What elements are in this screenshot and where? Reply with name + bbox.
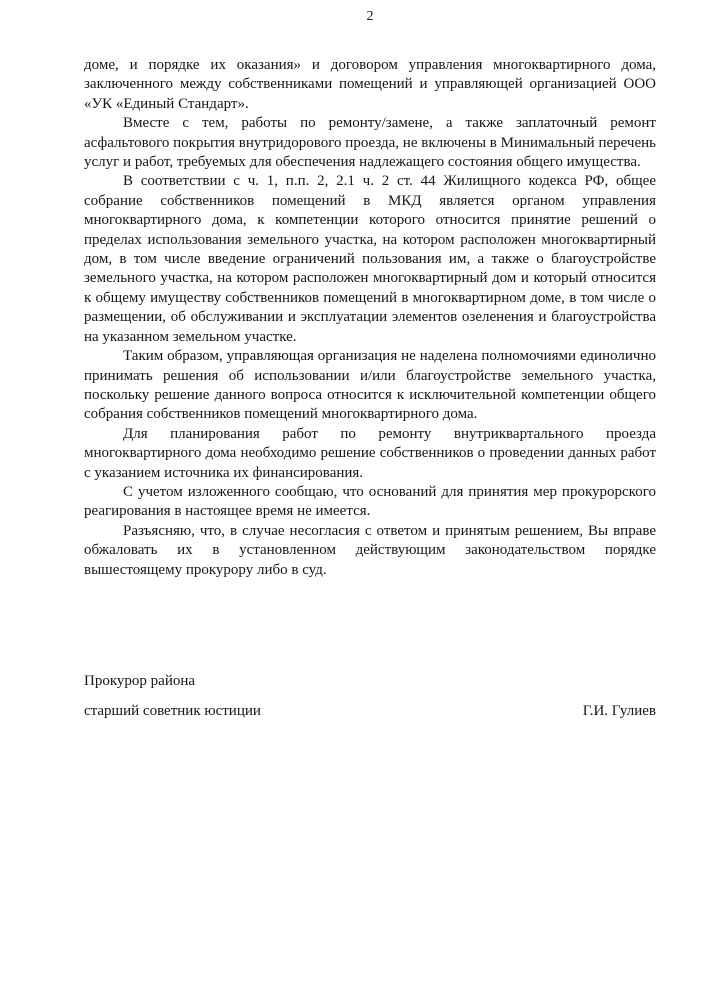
paragraph: В соответствии с ч. 1, п.п. 2, 2.1 ч. 2 ст. 44 Жилищного кодекса РФ, общее собрание собственников помещений в МКД является органом управления многоквартирного дома, к компетенции которого относится принятие решений о пределах использования земельного участка, на котором расположен многоквартирный дом, в том числе введение ограничений пользования им, а также о благоустройстве земельного участка, на котором расположен многоквартирный дом и который относится к общему имуществу собственников помещений в многоквартирном доме, в том числе о размещении, об обслуживании и эксплуатации элементов озеленения и благоустройства на указанном земельном участке. (84, 173, 656, 345)
signature-block (84, 672, 656, 722)
paragraph: Для планирования работ по ремонту внутриквартального проезда многоквартирного дома необходимо решение собственников о проведении данных работ с указанием источника их финансирования. (84, 425, 656, 481)
document-body (84, 56, 656, 580)
paragraph-continuation: доме, и порядке их оказания» и договором управления многоквартирного дома, заключенного между собственниками помещений и управляющей организацией ООО «УК «Единый Стандарт». (84, 57, 656, 112)
signer-name: Г.И. Гулиев (582, 703, 656, 720)
page-number: 2 (366, 9, 374, 24)
paragraph: Вместе с тем, работы по ремонту/замене, а также заплаточный ремонт асфальтового покрытия внутридорового проезда, не включены в Минимальный перечень услуг и работ, требуемых для обеспечения надлежащего состояния общего имущества. (84, 115, 656, 171)
paragraph: Таким образом, управляющая организация не наделена полномочиями единолично принимать решения об использовании и/или благоустройстве земельного участка, поскольку решение данного вопроса относится к исключительной компетенции общего собрания собственников помещений многоквартирного дома. (84, 348, 656, 423)
paragraph: С учетом изложенного сообщаю, что оснований для принятия мер прокурорского реагирования в настоящее время не имеется. (84, 483, 656, 520)
signer-title-line1: Прокурор района (84, 673, 196, 689)
signer-row (84, 702, 656, 721)
signer-title-line2: старший советник юстиции (84, 703, 261, 720)
paragraph: Разъясняю, что, в случае несогласия с ответом и принятым решением, Вы вправе обжаловать их в установленном действующим законодательством порядке вышестоящему прокурору либо в суд. (84, 522, 656, 578)
